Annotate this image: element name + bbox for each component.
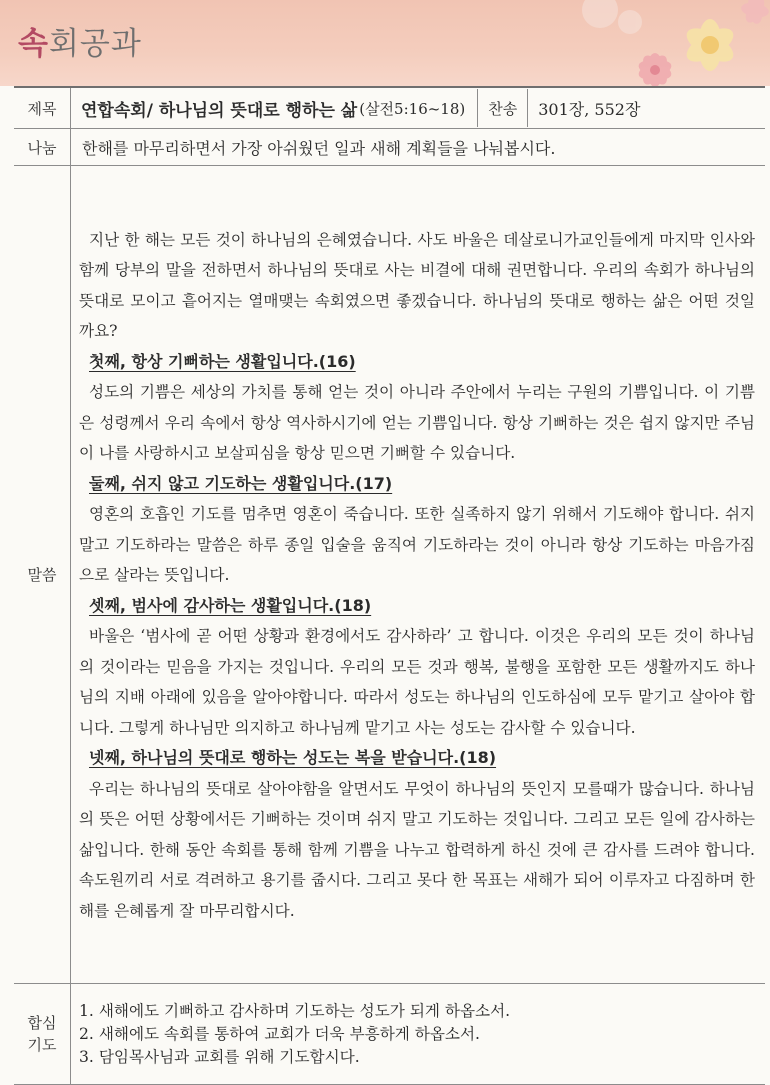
share-text: 한해를 마무리하면서 가장 아쉬웠던 일과 새해 계획들을 나눠봅시다.: [82, 138, 556, 158]
share-label: 나눔: [14, 129, 71, 166]
section-heading: 첫째, 항상 기뻐하는 생활입니다.(16): [89, 351, 356, 371]
word-content: [71, 166, 766, 984]
hymn-numbers: 301장, 552장: [538, 99, 641, 119]
share-row: [14, 129, 765, 166]
page-title: [18, 18, 142, 63]
section-body: 바울은 ‘범사에 곧 어떤 상황과 환경에서도 감사하라’ 고 합니다. 이것은 우리의 모든 것이 하나님의 것이라는 믿음을 가지는 것입니다. 우리의 모든 것과 행복, 불행을 포함한 모든 생활까지도 하나님의 지배 아래에 있음을 알아야합니다. 따라서 성도는 하나님의 인도하심에 모두 맡기고 살아야 합니다. 그렇게 하나님만 의지하고 하나님께 맡기고 사는 성도는 감사할 수 있습니다.: [79, 627, 755, 737]
prayer-item: 1. 새해에도 기뻐하고 감사하며 기도하는 성도가 되게 하옵소서.: [79, 1001, 511, 1020]
hymn-label: 찬송: [488, 99, 518, 118]
section-heading: 셋째, 범사에 감사하는 생활입니다.(18): [89, 595, 372, 615]
prayer-item: 3. 담임목사님과 교회를 위해 기도합시다.: [79, 1047, 360, 1066]
page-title-rest: 회공과: [48, 26, 142, 62]
intro-paragraph: 지난 한 해는 모든 것이 하나님의 은혜였습니다. 사도 바울은 데살로니가교인들에게 마지막 인사와 함께 당부의 말을 전하면서 하나님의 뜻대로 사는 비결에 대해 권면합니다. 우리의 속회가 하나님의 뜻대로 모이고 흩어지는 열매맺는 속회였으면 좋겠습니다. 하나님의 뜻대로 행하는 삶은 어떤 것일까요?: [79, 230, 755, 341]
header-banner: [0, 0, 770, 86]
topic-line: [71, 89, 765, 127]
word-row: [14, 166, 765, 984]
prayer-row: [14, 984, 765, 1085]
flower-decoration-icon: [560, 0, 770, 86]
word-label: 말씀: [14, 166, 71, 984]
prayer-list: [71, 984, 766, 1085]
section-body: 영혼의 호흡인 기도를 멈추면 영혼이 죽습니다. 또한 실족하지 않기 위해서 기도해야 합니다. 쉬지 말고 기도하라는 말씀은 하루 종일 입술을 움직여 기도하라는 것이 아니라 항상 기도하는 마음가짐으로 살라는 뜻입니다.: [79, 505, 755, 585]
section-heading: 넷째, 하나님의 뜻대로 행하는 성도는 복을 받습니다.(18): [89, 748, 497, 768]
section-body: 성도의 기쁨은 세상의 가치를 통해 얻는 것이 아니라 주안에서 누리는 구원의 기쁨입니다. 이 기쁨은 성령께서 우리 속에서 항상 역사하시기에 얻는 기쁨입니다. 항상 기뻐하는 것은 쉽지 않지만 주님이 나를 사랑하시고 보살피심을 항상 믿으면 기뻐할 수 있습니다.: [79, 383, 755, 463]
topic-title: 연합속회/ 하나님의 뜻대로 행하는 삶: [81, 100, 358, 121]
prayer-label: 합심 기도: [14, 984, 71, 1085]
section-heading: 둘째, 쉬지 않고 기도하는 생활입니다.(17): [89, 473, 393, 493]
page-title-accent: 속: [18, 26, 49, 62]
prayer-item: 2. 새해에도 속회를 통하여 교회가 더욱 부흥하게 하옵소서.: [79, 1024, 480, 1043]
title-row: [14, 87, 765, 129]
title-label: 제목: [14, 87, 71, 129]
section-body: 우리는 하나님의 뜻대로 살아야함을 알면서도 무엇이 하나님의 뜻인지 모를때가 많습니다. 하나님의 뜻은 어떤 상황에서든 기뻐하는 것이며 쉬지 말고 기도하는 것입니다. 그리고 모든 일에 감사하는 삶입니다. 한해 동안 속회를 통해 함께 기쁨을 나누고 합력하게 하신 것에 큰 감사를 드려야 합니다. 속도원끼리 서로 격려하고 용기를 줍시다. 그리고 못다 한 목표는 새해가 되어 이루자고 다짐하며 한해를 은혜롭게 잘 마무리합시다.: [79, 779, 755, 920]
lesson-table: [14, 86, 765, 1085]
topic-reference: (살전5:16~18): [359, 99, 466, 118]
